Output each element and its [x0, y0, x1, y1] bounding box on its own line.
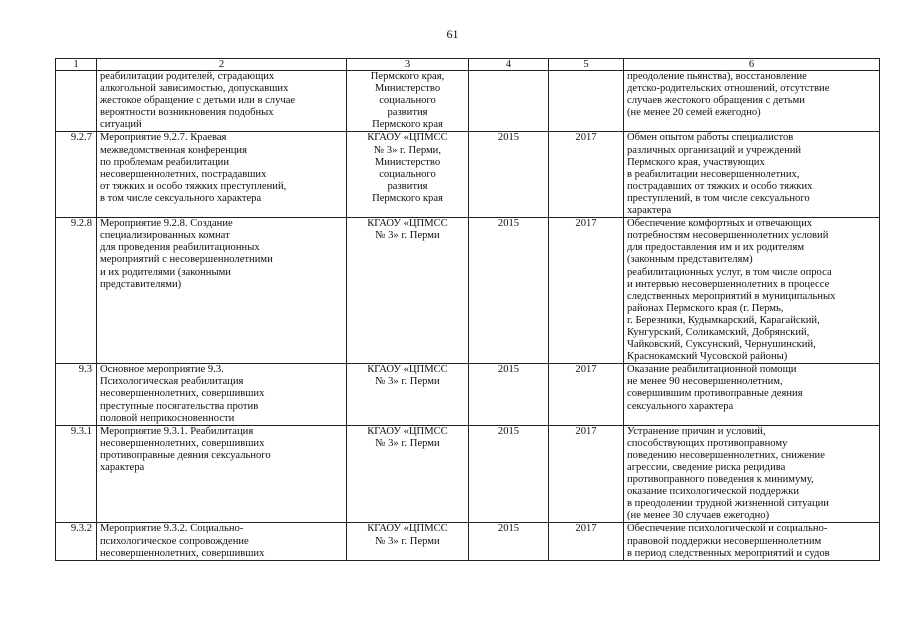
measure-description-cell	[97, 71, 347, 132]
expected-result-line: г. Березники, Кудымкарский, Карагайский,	[627, 314, 820, 326]
executor-line: Пермского края,	[370, 71, 445, 82]
measure-number-cell: 9.3.1	[56, 425, 97, 523]
expected-result-line: преступлений, в том числе сексуального	[627, 192, 810, 204]
header-cell: 2	[97, 59, 347, 71]
measure-description-line: в том числе сексуального характера	[100, 192, 262, 204]
measure-description-cell	[97, 364, 347, 425]
executor-line: КГАОУ «ЦПМСС	[367, 523, 448, 535]
start-year-cell: 2015	[469, 218, 549, 364]
measure-description-cell	[97, 523, 347, 560]
measure-description-line: Мероприятие 9.2.8. Создание	[100, 218, 233, 230]
executor-line: КГАОУ «ЦПМСС	[367, 218, 448, 230]
measure-description-line: преступные посягательства против	[100, 400, 259, 412]
measure-description-line: вероятности возникновения подобных	[100, 107, 274, 119]
expected-result-line: (не менее 20 семей ежегодно)	[627, 107, 761, 119]
expected-result-line: пострадавших от тяжких и особо тяжких	[627, 180, 813, 192]
measure-description-line: Мероприятие 9.2.7. Краевая	[100, 132, 227, 144]
expected-result-line: противоправного поведения к минимуму,	[627, 474, 814, 486]
expected-result-line: правовой поддержки несовершеннолетним	[627, 535, 822, 547]
expected-result-line: Краснокамский Чусовской районы)	[627, 351, 788, 363]
header-row	[56, 59, 880, 71]
executor-line: № 3» г. Перми	[375, 437, 440, 449]
expected-result-line: (законным представителям)	[627, 254, 753, 266]
executor-line: развития	[387, 180, 428, 192]
measure-description-line: противоправные деяния сексуального	[100, 449, 271, 461]
executor-line: КГАОУ «ЦПМСС	[367, 132, 448, 144]
table-row	[56, 218, 880, 364]
measure-description-line: жестокое обращение с детьми или в случае	[100, 95, 296, 107]
expected-result-line: не менее 90 несовершеннолетним,	[627, 376, 783, 388]
expected-result-line: агрессии, сведение риска рецидива	[627, 462, 786, 473]
measure-description-line: Основное мероприятие 9.3.	[100, 364, 224, 376]
measure-number-cell: 9.3	[56, 364, 97, 425]
executor-line: КГАОУ «ЦПМСС	[367, 364, 448, 376]
expected-result-line: и интервью несовершеннолетних в процессе	[627, 278, 830, 290]
measure-description-line: психологическое сопровождение	[100, 535, 249, 547]
expected-result-cell	[624, 71, 880, 132]
measure-description-cell	[97, 132, 347, 218]
measure-description-line: Мероприятие 9.3.2. Социально-	[100, 523, 244, 535]
start-year-cell: 2015	[469, 523, 549, 560]
measure-description-line: ситуаций	[100, 119, 142, 131]
executor-line: социального	[379, 95, 436, 107]
end-year-cell: 2017	[549, 218, 624, 364]
measure-description-line: от тяжких и особо тяжких преступлений,	[100, 180, 287, 192]
executor-line: № 3» г. Перми	[375, 376, 440, 388]
page-number: 61	[446, 27, 459, 41]
expected-result-line: детско-родительских отношений, отсутствие	[627, 83, 830, 95]
executor-cell	[347, 218, 469, 364]
executor-line: Министерство	[374, 156, 441, 168]
measure-description-line: несовершеннолетних, совершивших	[100, 437, 265, 449]
expected-result-line: Кунгурский, Соликамский, Добрянский,	[627, 326, 810, 338]
expected-result-line: в период следственных мероприятий и судов	[627, 547, 830, 559]
expected-result-line: характера	[627, 205, 672, 217]
header-cell: 6	[624, 59, 880, 71]
expected-result-line: для предоставления им и их родителям	[627, 242, 805, 254]
measure-description-line: для проведения реабилитационных	[100, 242, 260, 254]
expected-result-line: преодоление пьянства), восстановление	[627, 71, 807, 82]
expected-result-line: оказание психологической поддержки	[627, 486, 800, 498]
end-year-cell	[549, 71, 624, 132]
end-year-cell: 2017	[549, 425, 624, 523]
expected-result-cell	[624, 523, 880, 560]
table-row	[56, 364, 880, 425]
measure-description-line: несовершеннолетних, совершивших	[100, 547, 265, 559]
expected-result-line: Устранение причин и условий,	[627, 425, 766, 437]
expected-result-line: следственных мероприятий в муниципальных	[627, 290, 836, 302]
expected-result-line: в преодолении трудной жизненной ситуации	[627, 498, 829, 510]
executor-line: Пермского края	[372, 119, 443, 131]
table-row	[56, 132, 880, 218]
header-cell: 3	[347, 59, 469, 71]
expected-result-line: Обеспечение комфортных и отвечающих	[627, 218, 813, 230]
start-year-cell: 2015	[469, 425, 549, 523]
measure-number-cell: 9.2.7	[56, 132, 97, 218]
expected-result-cell	[624, 364, 880, 425]
executor-line: КГАОУ «ЦПМСС	[367, 425, 448, 437]
expected-result-line: Обмен опытом работы специалистов	[627, 132, 794, 144]
expected-result-line: потребностям несовершеннолетних условий	[627, 230, 829, 242]
expected-result-line: сексуального характера	[627, 400, 734, 412]
expected-result-line: Оказание реабилитационной помощи	[627, 364, 797, 376]
executor-line: Министерство	[374, 83, 441, 95]
measure-number-cell: 9.2.8	[56, 218, 97, 364]
executor-line: № 3» г. Перми,	[374, 144, 441, 156]
measure-description-line: межведомственная конференция	[100, 144, 247, 156]
measure-description-line: половой неприкосновенности	[100, 412, 235, 424]
executor-cell	[347, 425, 469, 523]
expected-result-line: совершившим противоправные деяния	[627, 388, 803, 400]
measure-description-line: мероприятий с несовершеннолетними	[100, 254, 273, 266]
end-year-cell: 2017	[549, 364, 624, 425]
expected-result-line: в реабилитации несовершеннолетних,	[627, 168, 800, 180]
header-cell: 4	[469, 59, 549, 71]
expected-result-cell	[624, 425, 880, 523]
measure-description-line: представителями)	[100, 278, 182, 290]
end-year-cell: 2017	[549, 132, 624, 218]
expected-result-line: способствующих противоправному	[627, 437, 788, 449]
measures-table	[55, 58, 880, 561]
expected-result-line: реабилитационных услуг, в том числе опроса	[627, 266, 832, 278]
header-cell: 5	[549, 59, 624, 71]
expected-result-line: случаев жестокого обращения с детьми	[627, 95, 805, 107]
executor-cell	[347, 132, 469, 218]
measure-description-line: несовершеннолетних, пострадавших	[100, 168, 267, 180]
expected-result-line: районах Пермского края (г. Пермь,	[627, 302, 784, 314]
expected-result-line: Чайковский, Суксунский, Чернушинский,	[627, 339, 816, 351]
expected-result-line: поведению несовершеннолетних, снижение	[627, 449, 825, 461]
measure-number-cell: 9.3.2	[56, 523, 97, 560]
table-row	[56, 523, 880, 560]
executor-line: № 3» г. Перми	[375, 535, 440, 547]
executor-line: социального	[379, 168, 436, 180]
table-row	[56, 425, 880, 523]
measure-description-line: несовершеннолетних, совершивших	[100, 388, 265, 400]
measure-description-line: Мероприятие 9.3.1. Реабилитация	[100, 425, 254, 437]
measure-description-line: и их родителями (законными	[100, 266, 231, 278]
executor-cell	[347, 364, 469, 425]
expected-result-line: Пермского края, участвующих	[627, 156, 765, 168]
start-year-cell	[469, 71, 549, 132]
executor-cell	[347, 523, 469, 560]
executor-cell	[347, 71, 469, 132]
measure-description-line: Психологическая реабилитация	[100, 376, 244, 388]
expected-result-line: (не менее 30 случаев ежегодно)	[627, 510, 770, 522]
expected-result-cell	[624, 218, 880, 364]
expected-result-line: Обеспечение психологической и социально-	[627, 523, 828, 535]
expected-result-line: различных организаций и учреждений	[627, 144, 802, 156]
measure-description-line: характера	[100, 462, 145, 473]
start-year-cell: 2015	[469, 364, 549, 425]
measure-description-line: специализированных комнат	[100, 230, 230, 242]
measure-description-line: реабилитации родителей, страдающих	[100, 71, 275, 82]
measure-description-line: алкогольной зависимостью, допускавших	[100, 83, 289, 95]
start-year-cell: 2015	[469, 132, 549, 218]
measure-description-line: по проблемам реабилитации	[100, 156, 229, 168]
header-cell: 1	[56, 59, 97, 71]
executor-line: развития	[387, 107, 428, 119]
executor-line: Пермского края	[372, 192, 443, 204]
measure-number-cell	[56, 71, 97, 132]
table-row	[56, 71, 880, 132]
expected-result-cell	[624, 132, 880, 218]
measure-description-cell	[97, 425, 347, 523]
measure-description-cell	[97, 218, 347, 364]
executor-line: № 3» г. Перми	[375, 230, 440, 242]
end-year-cell: 2017	[549, 523, 624, 560]
